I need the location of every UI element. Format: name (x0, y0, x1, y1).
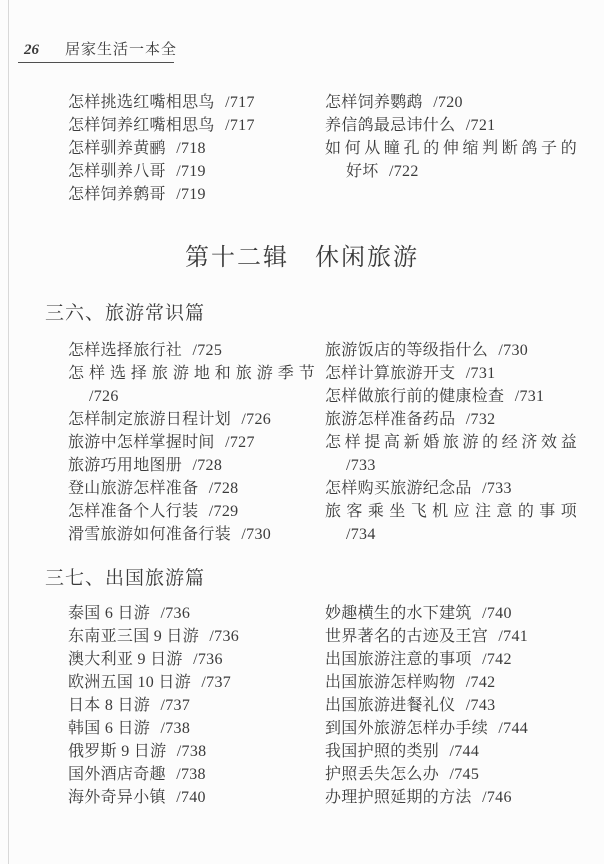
entry-line (68, 408, 315, 431)
entry-title: 旅客乘坐飞机应注意的事项 (325, 503, 577, 520)
toc-entry (325, 786, 577, 809)
entry-line (68, 786, 315, 809)
entry-title: 澳大利亚 9 日游 (68, 651, 183, 668)
entry-page-number: /730 (241, 526, 272, 543)
entry-title: 滑雪旅游如何准备行装 (68, 526, 232, 543)
toc-entry (68, 523, 315, 546)
entry-line (68, 648, 315, 671)
entry-title: 怎样选择旅游地和旅游季节 (68, 365, 315, 382)
entry-page-number: /741 (498, 628, 529, 645)
entry-title: 怎样制定旅游日程计划 (68, 411, 232, 428)
entry-page-number: /736 (209, 628, 240, 645)
entry-line (325, 648, 577, 671)
entry-page-number: /719 (176, 186, 206, 203)
entry-page-number: /721 (465, 117, 496, 134)
entry-page-number: /737 (201, 674, 232, 691)
toc-column-left (68, 602, 315, 809)
entry-continuation-line (325, 160, 577, 183)
entry-line (68, 523, 315, 546)
toc-entry (325, 137, 577, 183)
running-head (18, 38, 178, 63)
toc-entry (325, 91, 577, 114)
toc-block-continued (0, 91, 604, 206)
entry-continuation-line (325, 523, 577, 546)
entry-page-number: /736 (160, 605, 191, 622)
entry-line (68, 160, 315, 183)
entry-line (68, 500, 315, 523)
entry-page-number: /728 (208, 480, 239, 497)
toc-entry (68, 625, 315, 648)
page-edge-line (8, 0, 9, 864)
entry-line (325, 717, 577, 740)
entry-page-number: /742 (465, 674, 496, 691)
entry-page-number: /742 (482, 651, 512, 668)
entry-page-number: /732 (465, 411, 496, 428)
page-number: 26 (24, 42, 39, 58)
toc-entry (325, 114, 577, 137)
entry-title: 怎样准备个人行装 (68, 503, 199, 520)
toc-column-right (325, 602, 577, 809)
toc-entry (68, 91, 315, 114)
entry-title: 妙趣横生的水下建筑 (325, 605, 472, 622)
toc-entry (68, 763, 315, 786)
entry-line (68, 671, 315, 694)
entry-line (68, 763, 315, 786)
entry-line (68, 137, 315, 160)
entry-page-number: /731 (514, 388, 545, 405)
entry-title: 护照丢失怎么办 (325, 766, 440, 783)
entry-page-number: /720 (433, 94, 463, 111)
entry-page-number: /726 (89, 388, 119, 405)
entry-page-number: /734 (346, 526, 376, 543)
entry-title: 怎样购买旅游纪念品 (325, 480, 472, 497)
entry-page-number: /725 (192, 342, 223, 359)
section-heading: 三六、旅游常识篇 (45, 303, 206, 324)
toc-entry (68, 160, 315, 183)
toc-entry (325, 385, 577, 408)
toc-entry (325, 740, 577, 763)
toc-entry (68, 137, 315, 160)
entry-title: 世界著名的古迹及王宫 (325, 628, 489, 645)
entry-line (325, 694, 577, 717)
entry-title: 登山旅游怎样准备 (68, 480, 199, 497)
entry-line (68, 339, 315, 362)
entry-line (325, 408, 577, 431)
toc-sections (0, 301, 604, 809)
toc-entry (68, 671, 315, 694)
toc-entry (325, 763, 577, 786)
entry-line (325, 671, 577, 694)
entry-line (68, 431, 315, 454)
entry-title: 到国外旅游怎样办手续 (325, 720, 489, 737)
toc-entry (325, 602, 577, 625)
entry-page-number: /736 (193, 651, 223, 668)
toc-entry (68, 454, 315, 477)
entry-page-number: /728 (192, 457, 223, 474)
entry-title: 怎样饲养鹩哥 (68, 186, 166, 203)
entry-page-number: /746 (482, 789, 512, 806)
toc-entry (325, 625, 577, 648)
entry-page-number: /733 (346, 457, 376, 474)
entry-title-line2: 好坏 (346, 163, 379, 180)
toc-entry (325, 408, 577, 431)
toc-entry (325, 717, 577, 740)
toc-entry (68, 183, 315, 206)
entry-page-number: /740 (482, 605, 512, 622)
entry-title: 旅游怎样准备药品 (325, 411, 456, 428)
toc-entry (68, 694, 315, 717)
entry-title: 怎样驯养八哥 (68, 163, 166, 180)
entry-page-number: /744 (449, 743, 480, 760)
entry-line (68, 740, 315, 763)
toc-entry (325, 339, 577, 362)
entry-line (68, 91, 315, 114)
toc-entry (325, 477, 577, 500)
entry-title: 东南亚三国 9 日游 (68, 628, 200, 645)
entry-line (325, 339, 577, 362)
entry-title: 旅游饭店的等级指什么 (325, 342, 489, 359)
toc-column-left (68, 91, 315, 206)
toc-column-right (325, 91, 577, 206)
toc-entry (68, 114, 315, 137)
entry-title: 海外奇异小镇 (68, 789, 166, 806)
toc-content (0, 91, 604, 809)
toc-entry (325, 671, 577, 694)
section-columns (0, 339, 604, 546)
entry-page-number: /717 (225, 94, 255, 111)
toc-entry (68, 362, 315, 408)
toc-entry (68, 717, 315, 740)
entry-title: 日本 8 日游 (68, 697, 151, 714)
entry-title: 旅游巧用地图册 (68, 457, 183, 474)
entry-page-number: /727 (225, 434, 255, 451)
entry-title: 出国旅游进餐礼仪 (325, 697, 456, 714)
part-title: 第十二辑 休闲旅游 (185, 245, 419, 271)
toc-entry (68, 408, 315, 431)
entry-page-number: /718 (176, 140, 206, 157)
entry-title: 出国旅游注意的事项 (325, 651, 472, 668)
toc-entry (68, 339, 315, 362)
entry-page-number: /731 (465, 365, 496, 382)
entry-page-number: /719 (176, 163, 206, 180)
entry-page-number: /738 (176, 743, 207, 760)
entry-title: 旅游中怎样掌握时间 (68, 434, 215, 451)
toc-section-2 (0, 566, 604, 809)
entry-title: 办理护照延期的方法 (325, 789, 472, 806)
entry-title: 怎样做旅行前的健康检查 (325, 388, 505, 405)
entry-continuation-line (68, 385, 315, 408)
entry-page-number: /738 (160, 720, 191, 737)
toc-entry (68, 431, 315, 454)
entry-line (325, 385, 577, 408)
toc-entry (325, 694, 577, 717)
entry-title: 怎样驯养黄鹂 (68, 140, 166, 157)
entry-title: 怎样计算旅游开支 (325, 365, 456, 382)
toc-entry (68, 786, 315, 809)
entry-page-number: /745 (449, 766, 480, 783)
entry-line (68, 183, 315, 206)
entry-title: 韩国 6 日游 (68, 720, 151, 737)
entry-line (325, 602, 577, 625)
entry-line (325, 763, 577, 786)
entry-line (68, 694, 315, 717)
entry-page-number: /729 (208, 503, 239, 520)
entry-line (325, 362, 577, 385)
entry-title: 欧洲五国 10 日游 (68, 674, 192, 691)
entry-line (68, 625, 315, 648)
entry-page-number: /743 (465, 697, 496, 714)
toc-section-1 (0, 301, 604, 546)
toc-entry (325, 431, 577, 477)
toc-entry (68, 602, 315, 625)
entry-line (325, 91, 577, 114)
entry-title: 怎样提高新婚旅游的经济效益 (325, 434, 577, 451)
entry-line (68, 114, 315, 137)
entry-page-number: /722 (389, 163, 419, 180)
toc-column-right (325, 339, 577, 546)
entry-line (325, 114, 577, 137)
entry-line (325, 625, 577, 648)
entry-page-number: /717 (225, 117, 255, 134)
toc-column-left (68, 339, 315, 546)
toc-entry (325, 648, 577, 671)
book-title: 居家生活一本全 (65, 42, 178, 58)
toc-entry (325, 362, 577, 385)
entry-title: 怎样选择旅行社 (68, 342, 183, 359)
entry-title: 泰国 6 日游 (68, 605, 151, 622)
entry-continuation-line (325, 454, 577, 477)
entry-page-number: /737 (160, 697, 191, 714)
entry-page-number: /730 (498, 342, 529, 359)
entry-title: 养信鸽最忌讳什么 (325, 117, 456, 134)
entry-line (68, 477, 315, 500)
entry-page-number: /744 (498, 720, 529, 737)
entry-title: 怎样饲养红嘴相思鸟 (68, 117, 215, 134)
entry-title-line1: 如何从瞳孔的伸缩判断鸽子的 (325, 140, 577, 157)
toc-entry (68, 477, 315, 500)
toc-entry (325, 500, 577, 546)
toc-entry (68, 740, 315, 763)
entry-line (68, 602, 315, 625)
entry-line (325, 786, 577, 809)
entry-title: 我国护照的类别 (325, 743, 440, 760)
entry-line (325, 477, 577, 500)
entry-page-number: /738 (176, 766, 206, 783)
section-columns (0, 602, 604, 809)
entry-title: 国外酒店奇趣 (68, 766, 166, 783)
toc-entry (68, 648, 315, 671)
toc-entry (68, 500, 315, 523)
entry-page-number: /740 (176, 789, 206, 806)
entry-title: 俄罗斯 9 日游 (68, 743, 167, 760)
entry-line (68, 454, 315, 477)
section-heading: 三七、出国旅游篇 (45, 568, 206, 589)
entry-title: 怎样挑选红嘴相思鸟 (68, 94, 215, 111)
entry-line (68, 717, 315, 740)
entry-page-number: /733 (482, 480, 512, 497)
entry-title: 出国旅游怎样购物 (325, 674, 456, 691)
entry-title: 怎样饲养鹦鹉 (325, 94, 423, 111)
entry-line (325, 740, 577, 763)
entry-page-number: /726 (241, 411, 272, 428)
